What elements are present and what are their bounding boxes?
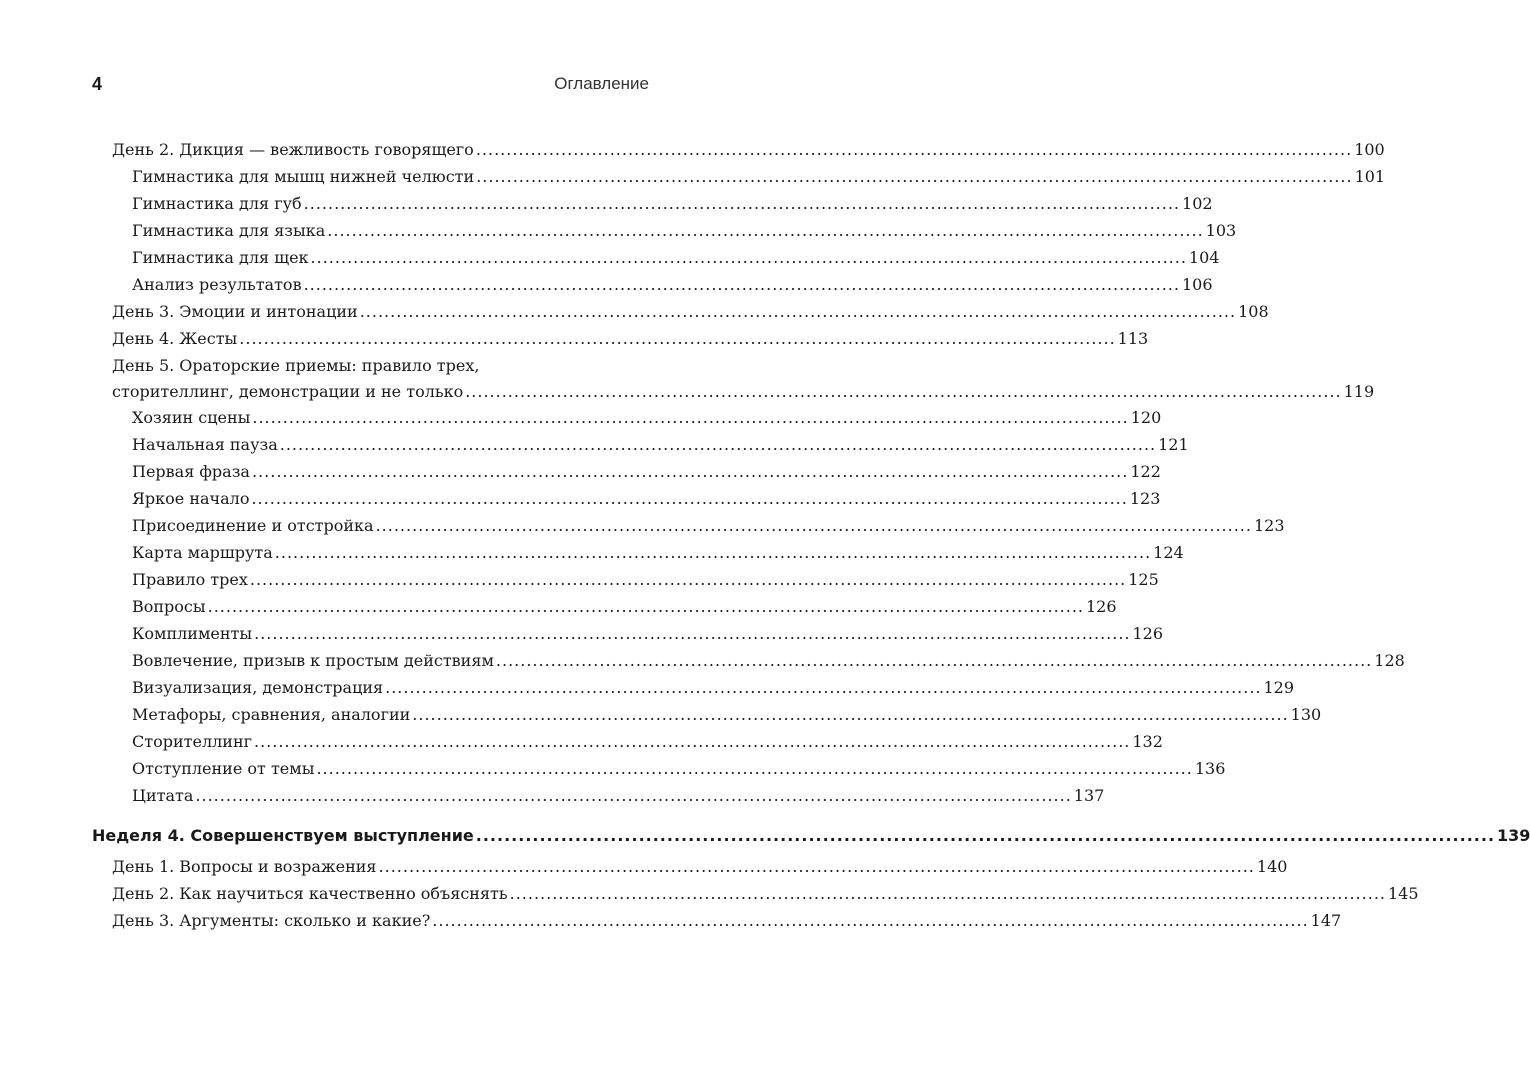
dot-leader <box>311 244 1187 271</box>
toc-entry[interactable] <box>92 674 1295 701</box>
toc-entry-title: День 4. Жесты <box>112 329 238 348</box>
dot-leader <box>280 431 1156 458</box>
dot-leader <box>476 136 1352 163</box>
toc-entry-page: 136 <box>1194 759 1226 778</box>
toc-entry[interactable] <box>92 512 1285 539</box>
toc-entry-page: 130 <box>1290 705 1322 724</box>
dot-leader <box>510 880 1386 907</box>
toc-entry[interactable] <box>92 163 1386 190</box>
toc-entry[interactable] <box>92 620 1164 647</box>
dot-leader <box>432 907 1308 934</box>
toc-entry-page: 123 <box>1129 489 1161 508</box>
toc-entry-title: День 1. Вопросы и возражения <box>112 857 377 876</box>
toc-entry[interactable] <box>92 566 1159 593</box>
toc-entry-title: Присоединение и отстройка <box>132 516 374 535</box>
toc-entry-title: Вовлечение, призыв к простым действиям <box>132 651 494 670</box>
toc-entry-title: Карта маршрута <box>132 543 273 562</box>
toc-entry-title: День 3. Эмоции и интонации <box>112 302 358 321</box>
dot-leader <box>376 512 1252 539</box>
dot-leader <box>304 271 1180 298</box>
dot-leader <box>252 458 1128 485</box>
toc-entry-day-3[interactable] <box>92 907 1342 934</box>
toc-entry-page: 125 <box>1128 570 1159 589</box>
toc-entry-title: Метафоры, сравнения, аналогии <box>132 705 411 724</box>
toc-entry-title: Гимнастика для губ <box>132 194 302 213</box>
dot-leader <box>239 325 1115 352</box>
toc-entry-page: 128 <box>1374 651 1405 670</box>
toc-entry-title: Первая фраза <box>132 462 250 481</box>
toc-entry-title: Вопросы <box>132 597 206 616</box>
dot-leader <box>327 217 1203 244</box>
toc-entry-day-4[interactable] <box>92 325 1149 352</box>
toc-entry-page: 113 <box>1117 329 1149 348</box>
dot-leader <box>254 620 1130 647</box>
toc-entry[interactable] <box>92 647 1405 674</box>
toc-entry-page: 100 <box>1354 140 1385 159</box>
dot-leader <box>379 853 1255 880</box>
toc-entry-page: 129 <box>1263 678 1295 697</box>
dot-leader <box>251 485 1127 512</box>
toc-entry-page: 101 <box>1354 167 1386 186</box>
dot-leader <box>496 647 1372 674</box>
dot-leader <box>360 298 1236 325</box>
toc-entry-page: 137 <box>1073 786 1105 805</box>
dot-leader <box>476 163 1352 190</box>
toc-entry[interactable] <box>92 244 1220 271</box>
toc-entry-title: День 2. Дикция — вежливость говорящего <box>112 140 474 159</box>
toc-entry[interactable] <box>92 190 1213 217</box>
toc-entry-page: 139 <box>1497 826 1530 845</box>
toc-entry-title: Отступление от темы <box>132 759 315 778</box>
dot-leader <box>254 728 1130 755</box>
table-of-contents <box>92 136 1530 934</box>
toc-entry[interactable] <box>92 755 1226 782</box>
dot-leader <box>252 404 1128 431</box>
toc-entry-page: 102 <box>1182 194 1213 213</box>
toc-entry-day-3[interactable] <box>92 298 1269 325</box>
toc-entry-page: 120 <box>1130 408 1162 427</box>
dot-leader <box>316 755 1192 782</box>
toc-entry-title: Начальная пауза <box>132 435 278 454</box>
toc-entry[interactable] <box>92 431 1189 458</box>
toc-entry-title: Сторителлинг <box>132 732 252 751</box>
dot-leader <box>250 566 1126 593</box>
dot-leader <box>275 539 1151 566</box>
toc-entry-title: Цитата <box>132 786 194 805</box>
toc-entry-title: Комплименты <box>132 624 253 643</box>
toc-entry[interactable] <box>92 701 1322 728</box>
toc-entry-title: Анализ результатов <box>132 275 302 294</box>
toc-entry[interactable] <box>92 458 1161 485</box>
toc-entry-week-4[interactable] <box>92 821 1530 851</box>
toc-entry[interactable] <box>92 404 1162 431</box>
toc-entry[interactable] <box>92 217 1237 244</box>
toc-entry-page: 126 <box>1086 597 1117 616</box>
toc-entry-page: 108 <box>1238 302 1269 321</box>
page-number: 4 <box>92 74 103 94</box>
toc-entry[interactable] <box>92 782 1105 809</box>
toc-entry-page: 126 <box>1132 624 1164 643</box>
toc-entry-title: Неделя 4. Совершенствуем выступление <box>92 826 474 845</box>
dot-leader <box>465 379 1341 404</box>
dot-leader <box>208 593 1084 620</box>
toc-entry-title: День 2. Как научиться качественно объяснять <box>112 884 508 903</box>
toc-entry-page: 123 <box>1253 516 1285 535</box>
toc-entry[interactable] <box>92 728 1163 755</box>
toc-entry[interactable] <box>92 271 1213 298</box>
toc-entry[interactable] <box>92 539 1184 566</box>
toc-entry-title: Хозяин сцены <box>132 408 251 427</box>
toc-entry-title-line1: День 5. Ораторские приемы: правило трех, <box>112 356 480 375</box>
toc-entry-page: 103 <box>1205 221 1237 240</box>
toc-entry-page: 119 <box>1343 382 1375 401</box>
dot-leader <box>385 674 1261 701</box>
toc-entry-title-line2: сторителлинг, демонстрации и не только <box>112 382 464 401</box>
toc-entry-page: 124 <box>1153 543 1184 562</box>
dot-leader <box>412 701 1288 728</box>
toc-entry-day-5[interactable] <box>92 352 1375 404</box>
toc-entry-page: 104 <box>1188 248 1220 267</box>
toc-entry-title: Гимнастика для языка <box>132 221 326 240</box>
toc-entry-page: 140 <box>1256 857 1288 876</box>
toc-entry-page: 145 <box>1387 884 1419 903</box>
toc-entry-title: Гимнастика для мышц нижней челюсти <box>132 167 475 186</box>
toc-entry-day-1[interactable] <box>92 853 1288 880</box>
toc-entry-page: 122 <box>1130 462 1161 481</box>
toc-entry-title: Гимнастика для щек <box>132 248 309 267</box>
dot-leader <box>195 782 1071 809</box>
toc-entry-page: 121 <box>1158 435 1189 454</box>
toc-entry-page: 132 <box>1132 732 1163 751</box>
toc-entry-page: 147 <box>1310 911 1342 930</box>
toc-entry[interactable] <box>92 593 1117 620</box>
toc-entry-title: Яркое начало <box>132 489 250 508</box>
toc-entry-title: Визуализация, демонстрация <box>132 678 384 697</box>
toc-entry-day-2[interactable] <box>92 880 1419 907</box>
dot-leader <box>476 821 1495 851</box>
running-head: Оглавление <box>554 74 649 93</box>
toc-entry[interactable] <box>92 485 1161 512</box>
toc-entry-page: 106 <box>1181 275 1213 294</box>
dot-leader <box>304 190 1180 217</box>
toc-entry-title: Правило трех <box>132 570 248 589</box>
toc-entry-day-2[interactable] <box>92 136 1385 163</box>
toc-entry-title: День 3. Аргументы: сколько и какие? <box>112 911 431 930</box>
